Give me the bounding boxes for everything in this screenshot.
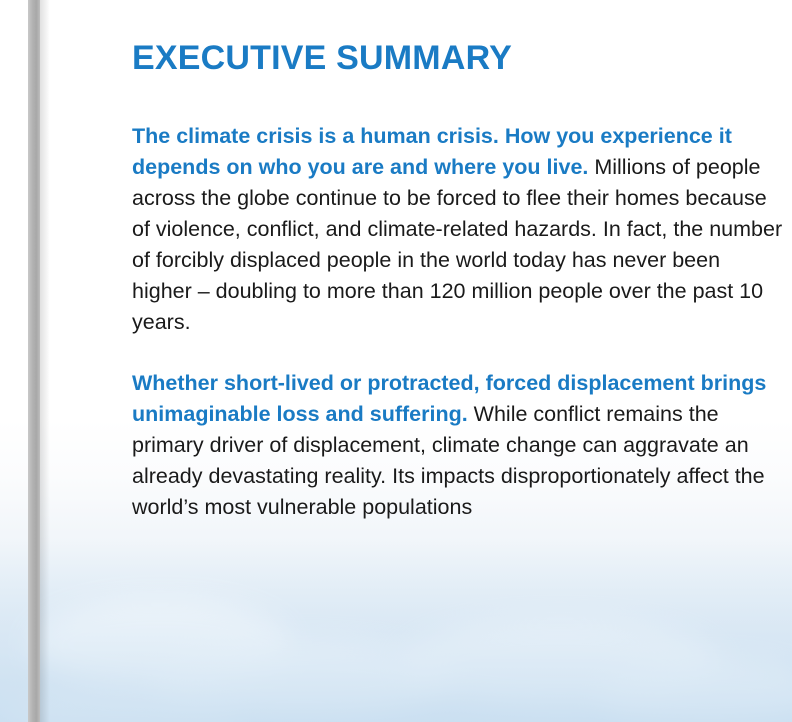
page-binding-strip bbox=[28, 0, 40, 722]
paragraph-2-body: While conflict remains the primary driver of displacement, climate change can aggravate an already devastating reality. Its impacts disproportionately affect the world’s most vulnerable populations bbox=[132, 402, 765, 519]
document-content bbox=[132, 40, 784, 523]
page-binding-shadow bbox=[40, 0, 50, 722]
paragraph-1-body: Millions of people across the globe continue to be forced to flee their homes because of violence, conflict, and climate-related hazards. In fact, the number of forcibly displaced people in the world today has never been higher – doubling to more than 120 million people over the past 10 years. bbox=[132, 155, 783, 335]
paragraph-1-lead: The climate crisis is a human crisis. How you experience it depends on who you are and where you live. bbox=[132, 124, 732, 180]
sky-haze-overlay bbox=[0, 540, 792, 722]
page-title: EXECUTIVE SUMMARY bbox=[132, 39, 512, 77]
paragraph-2 bbox=[132, 368, 784, 523]
paragraph-1 bbox=[132, 121, 784, 338]
paragraph-2-lead: Whether short-lived or protracted, forced displacement brings unimaginable loss and suffering. bbox=[132, 371, 767, 427]
